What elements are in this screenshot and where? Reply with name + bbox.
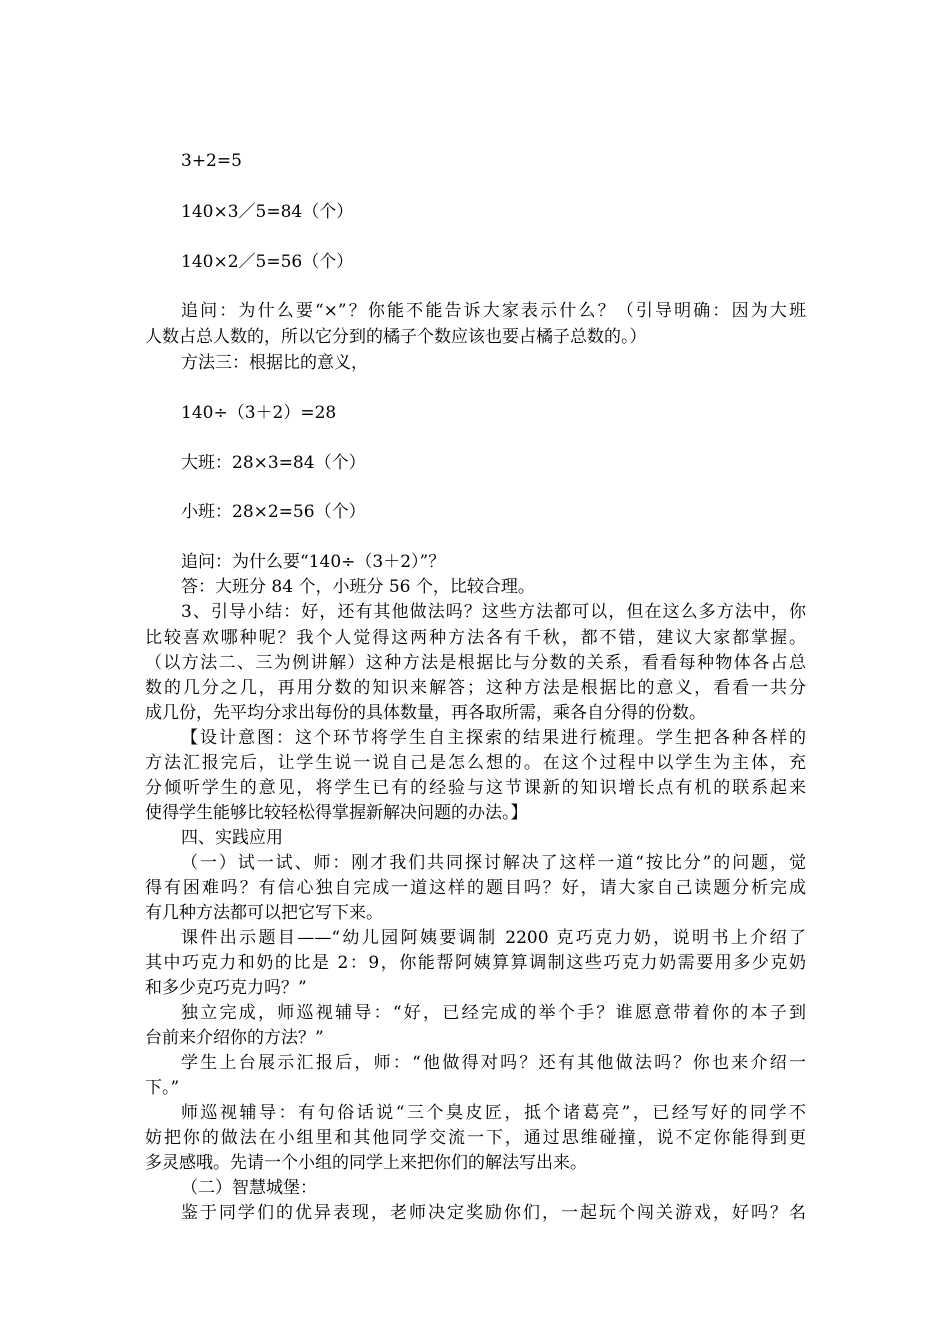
- paragraph-line: 追问：为什么要“×”？你能不能告诉大家表示什么？（引导明确：因为大班: [181, 301, 806, 321]
- paragraph-line: 比较喜欢哪种呢？我个人觉得这两种方法各有千秋，都不错，建议大家都掌握。: [145, 628, 806, 648]
- equation-line: 大班：28×3=84（个）: [181, 453, 366, 473]
- paragraph-line: 师巡视辅导：有句俗话说“三个臭皮匠，抵个诸葛亮”，已经写好的同学不: [181, 1103, 806, 1123]
- paragraph-line: 数的几分之几，再用分数的知识来解答；这种方法是根据比的意义，看看一共分: [145, 678, 806, 698]
- paragraph-line: 答：大班分 84 个，小班分 56 个，比较合理。: [181, 577, 535, 597]
- paragraph-line: 人数占总人数的，所以它分到的橘子个数应该也要占橘子总数的。）: [145, 327, 647, 347]
- paragraph-line: 独立完成，师巡视辅导：“好，已经完成的举个手？谁愿意带着你的本子到: [181, 1003, 806, 1023]
- paragraph-line: 追问：为什么要“140÷（3＋2）”？: [181, 552, 446, 572]
- paragraph-line: 分倾听学生的意见，将学生已有的经验与这节课新的知识增长点有机的联系起来: [145, 778, 806, 798]
- paragraph-line: 课件出示题目——“幼儿园阿姨要调制 2200 克巧克力奶，说明书上介绍了: [181, 928, 806, 948]
- section-heading: 四、实践应用: [181, 828, 283, 848]
- equation-line: 小班：28×2=56（个）: [181, 502, 366, 522]
- paragraph-line: （以方法二、三为例讲解）这种方法是根据比与分数的关系，看看每种物体各占总: [145, 653, 806, 673]
- paragraph-line: 下。”: [145, 1078, 180, 1098]
- paragraph-line: 学生上台展示汇报后，师：“他做得对吗？还有其他做法吗？你也来介绍一: [181, 1053, 806, 1073]
- paragraph-line: 使得学生能够比较轻松得掌握新解决问题的办法。】: [145, 803, 528, 823]
- paragraph-line: 台前来介绍你的方法？”: [145, 1028, 324, 1048]
- equation-line: 3+2=5: [181, 151, 242, 171]
- paragraph-line: 成几份，先平均分求出每份的具体数量，再各取所需，乘各自分得的份数。: [145, 703, 706, 723]
- paragraph-line: 妨把你的做法在小组里和其他同学交流一下，通过思维碰撞，说不定你能得到更: [145, 1128, 806, 1148]
- equation-line: 140×3／5=84（个）: [181, 202, 354, 222]
- paragraph-line: 多灵感哦。先请一个小组的同学上来把你们的解法写出来。: [145, 1153, 587, 1173]
- paragraph-line: （一）试一试、师：刚才我们共同探讨解决了这样一道“按比分”的问题，觉: [181, 853, 806, 873]
- paragraph-line: 方法三：根据比的意义，: [181, 353, 368, 373]
- equation-line: 140×2／5=56（个）: [181, 252, 354, 272]
- paragraph-line: 【设计意图：这个环节将学生自主探索的结果进行梳理。学生把各种各样的: [181, 728, 806, 748]
- equation-line: 140÷（3＋2）=28: [181, 403, 337, 423]
- paragraph-line: 其中巧克力和奶的比是 2：9，你能帮阿姨算算调制这些巧克力奶需要用多少克奶: [145, 953, 806, 973]
- section-heading: （二）智慧城堡：: [181, 1178, 317, 1198]
- paragraph-line: 有几种方法都可以把它写下来。: [145, 903, 383, 923]
- paragraph-line: 鉴于同学们的优异表现，老师决定奖励你们，一起玩个闯关游戏，好吗？名: [181, 1203, 806, 1223]
- paragraph-line: 3、引导小结：好，还有其他做法吗？这些方法都可以，但在这么多方法中，你: [181, 602, 806, 622]
- paragraph-line: 得有困难吗？有信心独自完成一道这样的题目吗？好，请大家自己读题分析完成: [145, 878, 806, 898]
- paragraph-line: 方法汇报完后，让学生说一说自己是怎么想的。在这个过程中以学生为主体，充: [145, 753, 806, 773]
- paragraph-line: 和多少克巧克力吗？”: [145, 978, 307, 998]
